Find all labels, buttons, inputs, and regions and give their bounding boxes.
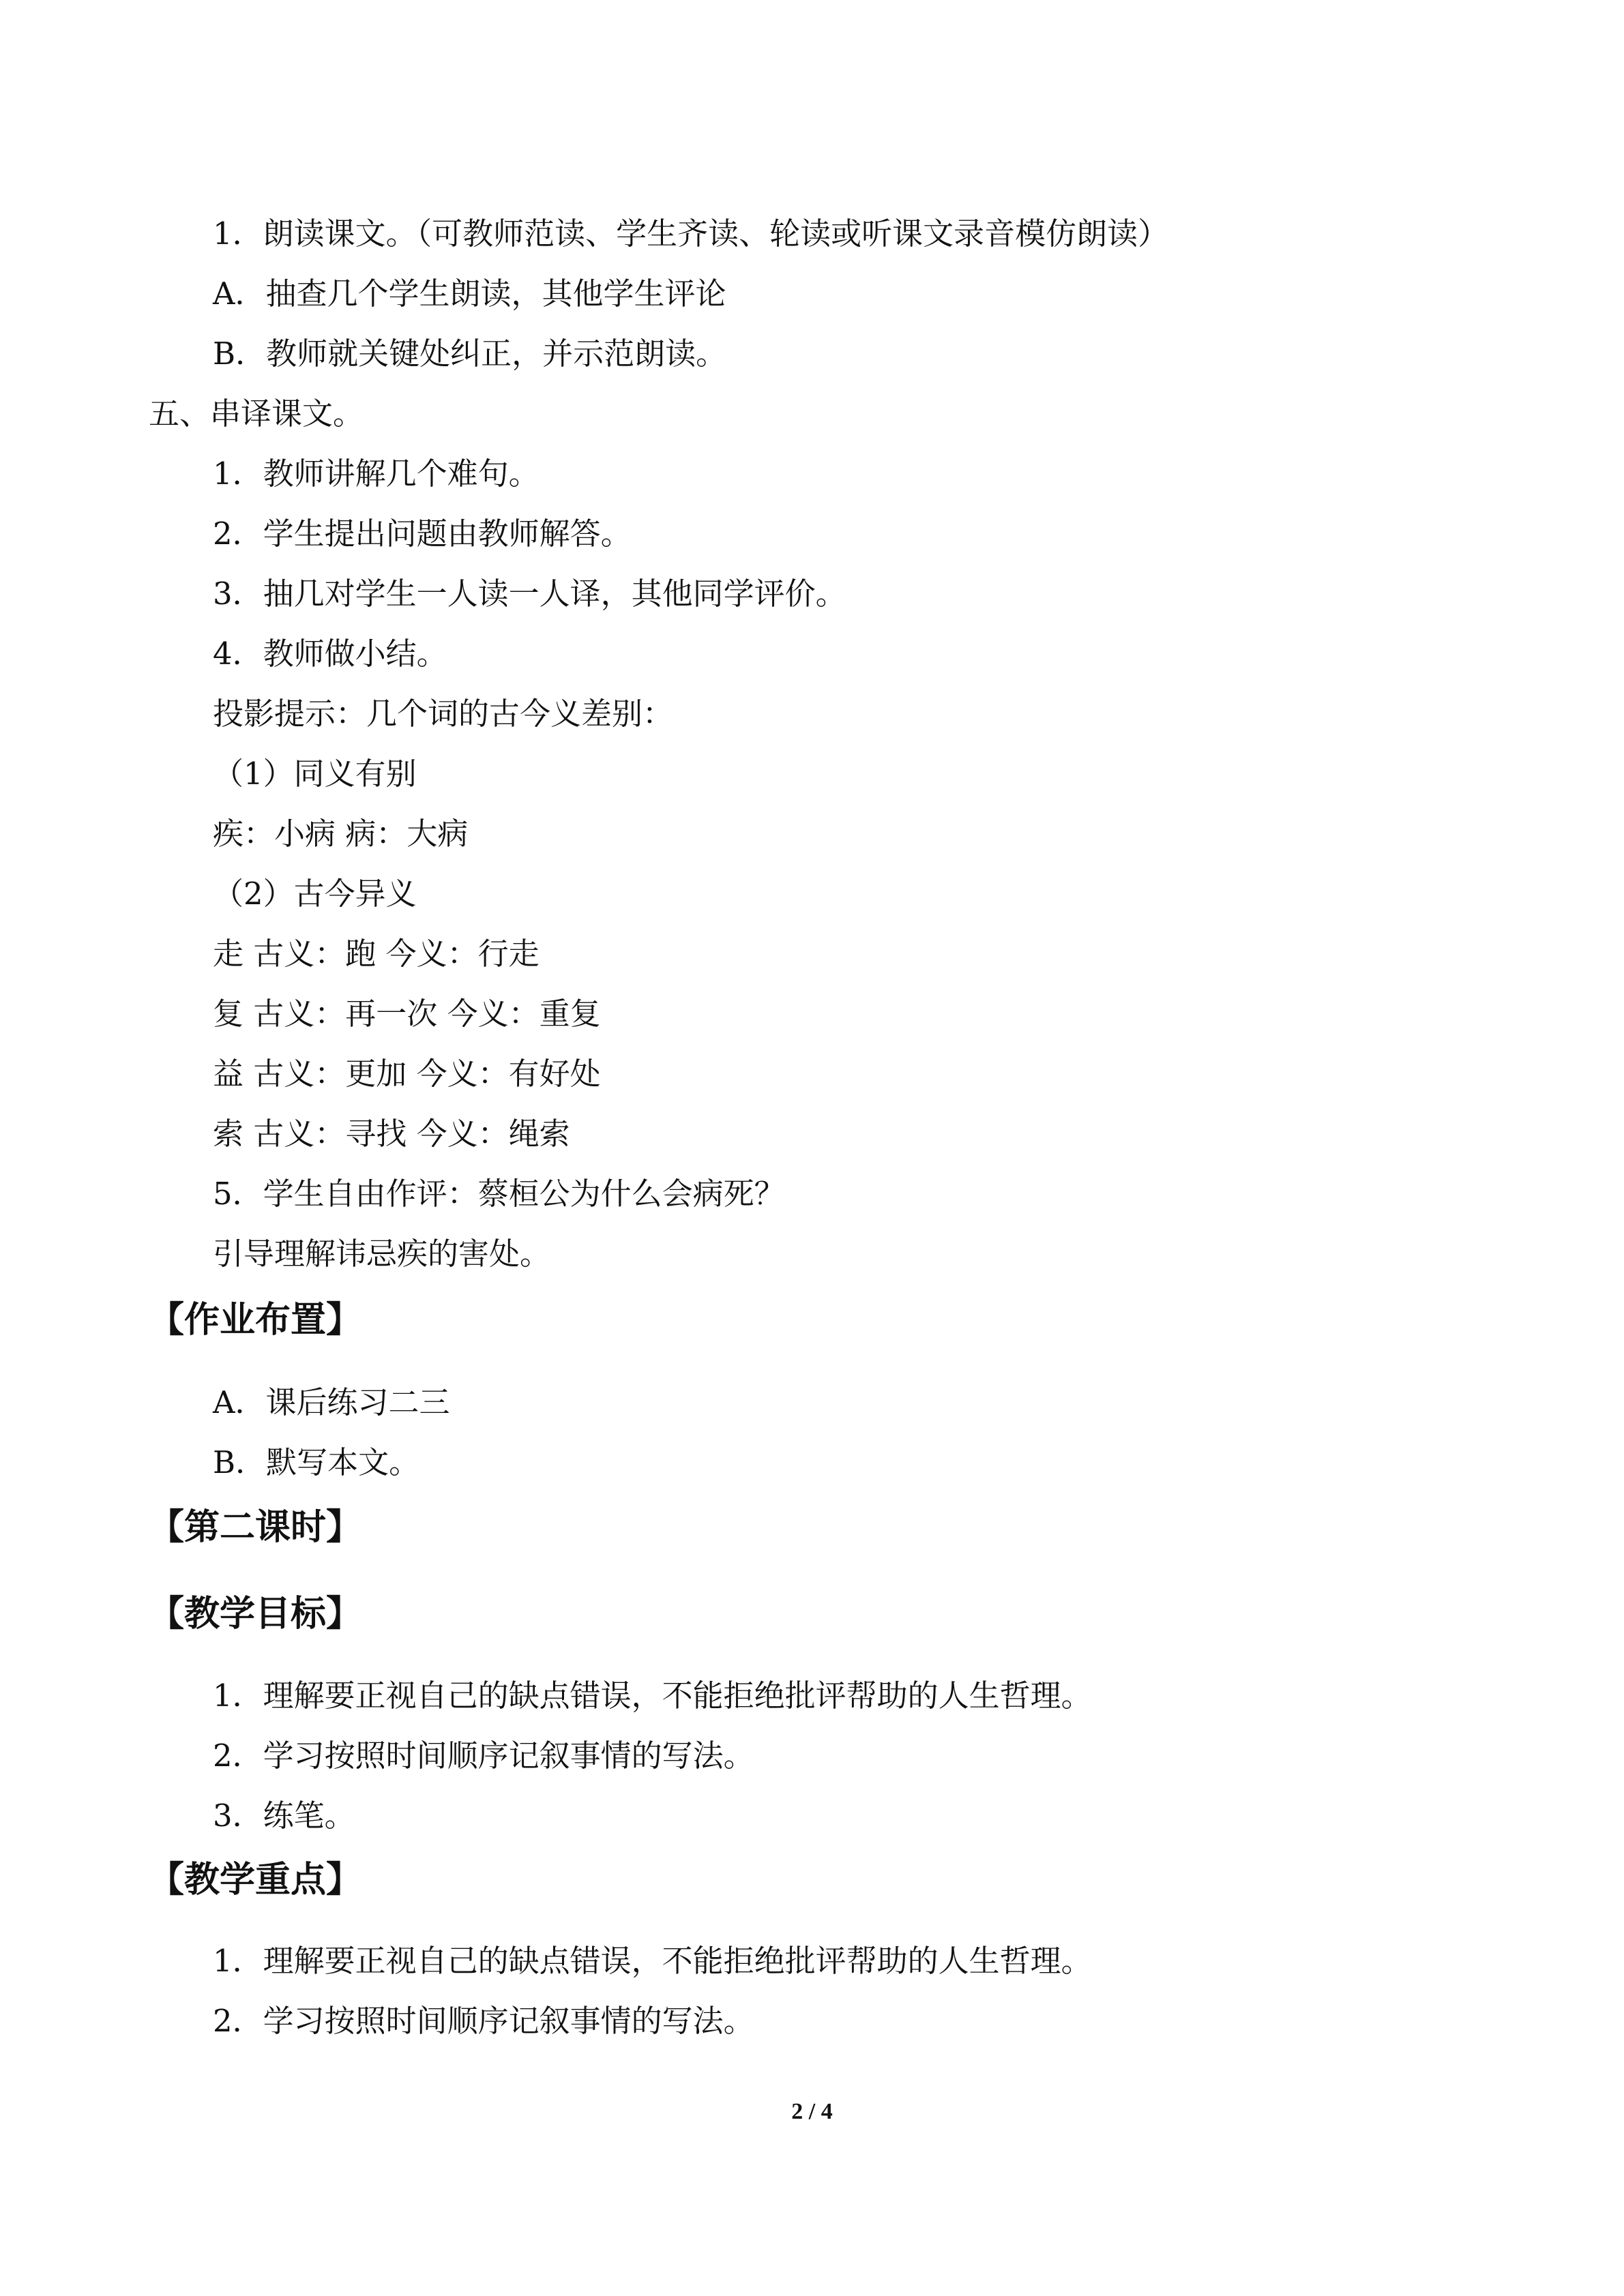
translate-step-1: 1．教师讲解几个难句。 (213, 456, 540, 492)
key-points-heading: 【教学重点】 (149, 1860, 362, 1900)
reading-step-a: A．抽查几个学生朗读，其他学生评论 (213, 275, 726, 312)
second-lesson-heading: 【第二课时】 (149, 1507, 362, 1548)
homework-item-a: A．课后练习二三 (213, 1384, 450, 1420)
page-number: 2 / 4 (791, 2099, 833, 2124)
translate-step-3: 3．抽几对学生一人读一人译，其他同学评价。 (213, 576, 846, 612)
word-yi: 益 古义：更加 今义：有好处 (213, 1056, 601, 1092)
teaching-goals-heading: 【教学目标】 (149, 1594, 362, 1635)
projection-hint: 投影提示：几个词的古今义差别： (213, 696, 674, 732)
translate-step-5: 5．学生自由作评：蔡桓公为什么会病死？ (213, 1176, 785, 1212)
reading-step-1: 1．朗读课文。（可教师范读、学生齐读、轮读或听课文录音模仿朗读） (213, 215, 1169, 252)
reading-step-b: B．教师就关键处纠正，并示范朗读。 (213, 336, 727, 372)
ancient-modern-subheading: （2）古今异义 (213, 876, 417, 912)
word-zou: 走 古义：跑 今义：行走 (213, 936, 540, 972)
key-point-1: 1．理解要正视自己的缺点错误，不能拒绝批评帮助的人生哲理。 (213, 1943, 1092, 1979)
homework-heading: 【作业布置】 (149, 1300, 362, 1341)
key-point-2: 2．学习按照时间顺序记叙事情的写法。 (213, 2003, 754, 2039)
word-suo: 索 古义：寻找 今义：绳索 (213, 1116, 570, 1152)
translate-step-2: 2．学生提出问题由教师解答。 (213, 516, 632, 552)
translate-step-4: 4．教师做小结。 (213, 636, 447, 672)
section-5-title: 五、串译课文。 (149, 396, 364, 432)
goal-item-1: 1．理解要正视自己的缺点错误，不能拒绝批评帮助的人生哲理。 (213, 1678, 1092, 1714)
goal-item-2: 2．学习按照时间顺序记叙事情的写法。 (213, 1738, 754, 1774)
goal-item-3: 3．练笔。 (213, 1798, 355, 1834)
homework-item-b: B．默写本文。 (213, 1444, 420, 1480)
synonym-subheading: （1）同义有别 (213, 756, 417, 792)
guidance-note: 引导理解讳忌疾的害处。 (213, 1236, 551, 1272)
synonym-example: 疾：小病 病：大病 (213, 816, 469, 852)
word-fu: 复 古义：再一次 今义：重复 (213, 996, 601, 1032)
